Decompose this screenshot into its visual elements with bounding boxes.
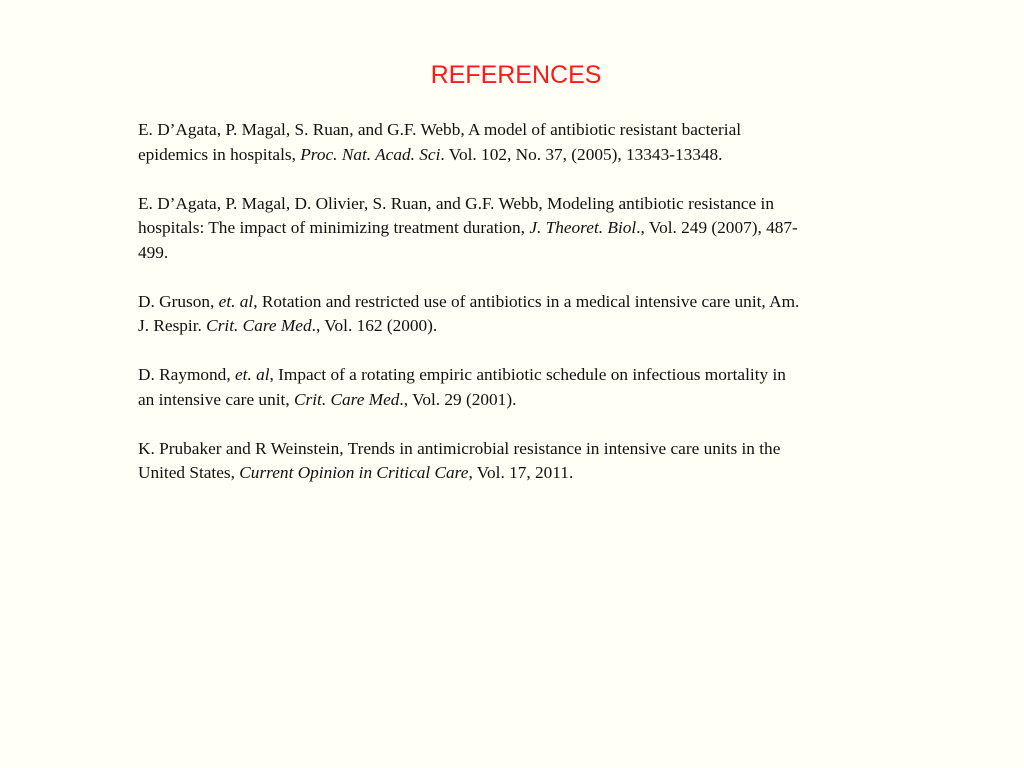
reference-text: epidemics in hospitals, <box>138 144 301 164</box>
slide-title: REFERENCES <box>430 61 602 89</box>
reference-journal: Current Opinion in Critical Care <box>239 463 469 482</box>
reference-entry <box>138 290 918 339</box>
reference-text: , Rotation and restricted use of antibiotics in a medical intensive care unit, Am. <box>253 291 800 311</box>
reference-journal: Crit. Care Med <box>293 389 400 409</box>
reference-text: hospitals: The impact of minimizing treatment duration, <box>138 218 530 237</box>
reference-journal: J. Theoret. Biol <box>529 218 637 237</box>
reference-text: ., Vol. 29 (2001). <box>399 389 517 409</box>
references-list <box>138 118 918 510</box>
reference-text: ., Vol. 162 (2000). <box>311 316 438 335</box>
reference-text: . Vol. 102, No. 37, (2005), 13343-13348. <box>440 144 723 164</box>
reference-text: D. Gruson, <box>138 291 219 311</box>
reference-text: ., Vol. 249 (2007), 487- <box>636 218 798 237</box>
reference-journal: Crit. Care Med <box>206 316 312 335</box>
reference-entry <box>138 363 918 412</box>
reference-text: J. Respir. <box>138 316 207 335</box>
reference-entry <box>138 118 918 167</box>
reference-text: E. D’Agata, P. Magal, S. Ruan, and G.F. Webb, A model of antibiotic resistant bacterial <box>138 120 742 139</box>
reference-text: United States, <box>138 463 240 482</box>
reference-journal: Proc. Nat. Acad. Sci <box>300 144 441 164</box>
reference-journal: et. al <box>218 291 254 311</box>
reference-text: D. Raymond, <box>138 365 235 384</box>
reference-text: , Vol. 17, 2011. <box>468 463 574 482</box>
reference-entry <box>138 437 918 486</box>
reference-text: 499. <box>138 242 169 262</box>
reference-text: K. Prubaker and R Weinstein, Trends in antimicrobial resistance in intensive care units in the <box>138 438 781 458</box>
reference-entry <box>138 192 918 266</box>
reference-text: , Impact of a rotating empiric antibiotic schedule on infectious mortality in <box>269 365 786 384</box>
reference-journal: et. al <box>234 365 270 384</box>
reference-text: an intensive care unit, <box>138 389 294 409</box>
reference-text: E. D’Agata, P. Magal, D. Olivier, S. Ruan, and G.F. Webb, Modeling antibiotic resistance in <box>138 193 774 213</box>
